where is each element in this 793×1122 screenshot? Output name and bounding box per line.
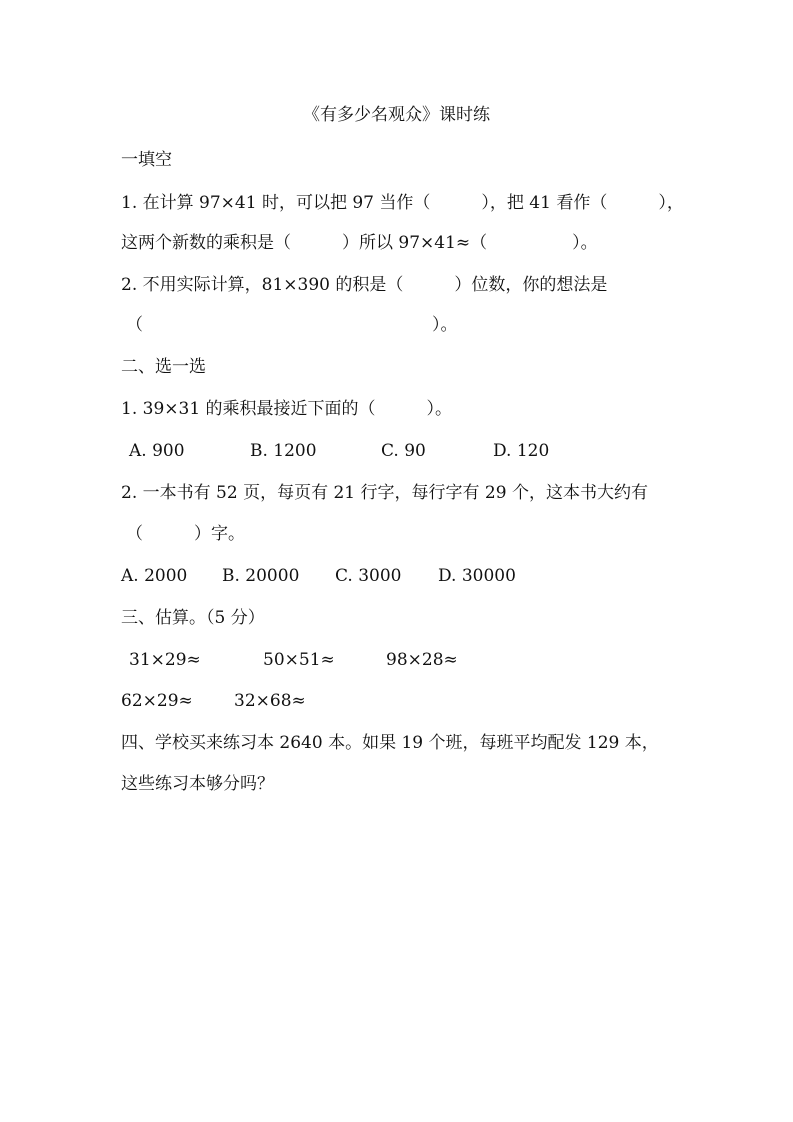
s2-q1-option-a: A. 900 — [129, 441, 185, 461]
section1-heading: 一填空 — [121, 150, 172, 170]
s2-q2-option-a: A. 2000 — [121, 566, 188, 586]
s4-line2: 这些练习本够分吗？ — [121, 774, 274, 794]
s2-q2-line1: 2. 一本书有 52 页，每页有 21 行字，每行字有 29 个，这本书大约有 — [121, 483, 648, 503]
section3-heading: 三、估算。（5 分） — [121, 608, 265, 628]
s2-q2-option-c: C. 3000 — [335, 566, 402, 586]
s3-item-5: 32×68≈ — [234, 691, 306, 711]
s3-item-4: 62×29≈ — [121, 691, 193, 711]
s1-q1-line2: 这两个新数的乘积是（ ）所以 97×41≈（ ）。 — [121, 233, 598, 253]
s2-q1-option-d: D. 120 — [493, 441, 550, 461]
page-title: 《有多少名观众》课时练 — [303, 105, 490, 125]
section2-heading: 二、选一选 — [121, 357, 206, 377]
s2-q1-text: 1. 39×31 的乘积最接近下面的（ ）。 — [121, 399, 453, 419]
s2-q1-option-c: C. 90 — [381, 441, 426, 461]
s3-item-1: 31×29≈ — [129, 650, 201, 670]
s1-q1-line1: 1. 在计算 97×41 时，可以把 97 当作（ ），把 41 看作（ ）， — [121, 193, 684, 213]
s1-q2-line2: （ ）。 — [126, 315, 458, 335]
s4-line1: 四、学校买来练习本 2640 本。如果 19 个班，每班平均配发 129 本， — [121, 733, 659, 753]
s3-item-3: 98×28≈ — [386, 650, 458, 670]
s2-q1-option-b: B. 1200 — [250, 441, 317, 461]
s2-q2-option-d: D. 30000 — [438, 566, 516, 586]
s2-q2-line2: （ ）字。 — [126, 524, 245, 544]
s2-q2-option-b: B. 20000 — [222, 566, 300, 586]
s3-item-2: 50×51≈ — [263, 650, 335, 670]
s1-q2-line1: 2. 不用实际计算，81×390 的积是（ ）位数，你的想法是 — [121, 275, 608, 295]
